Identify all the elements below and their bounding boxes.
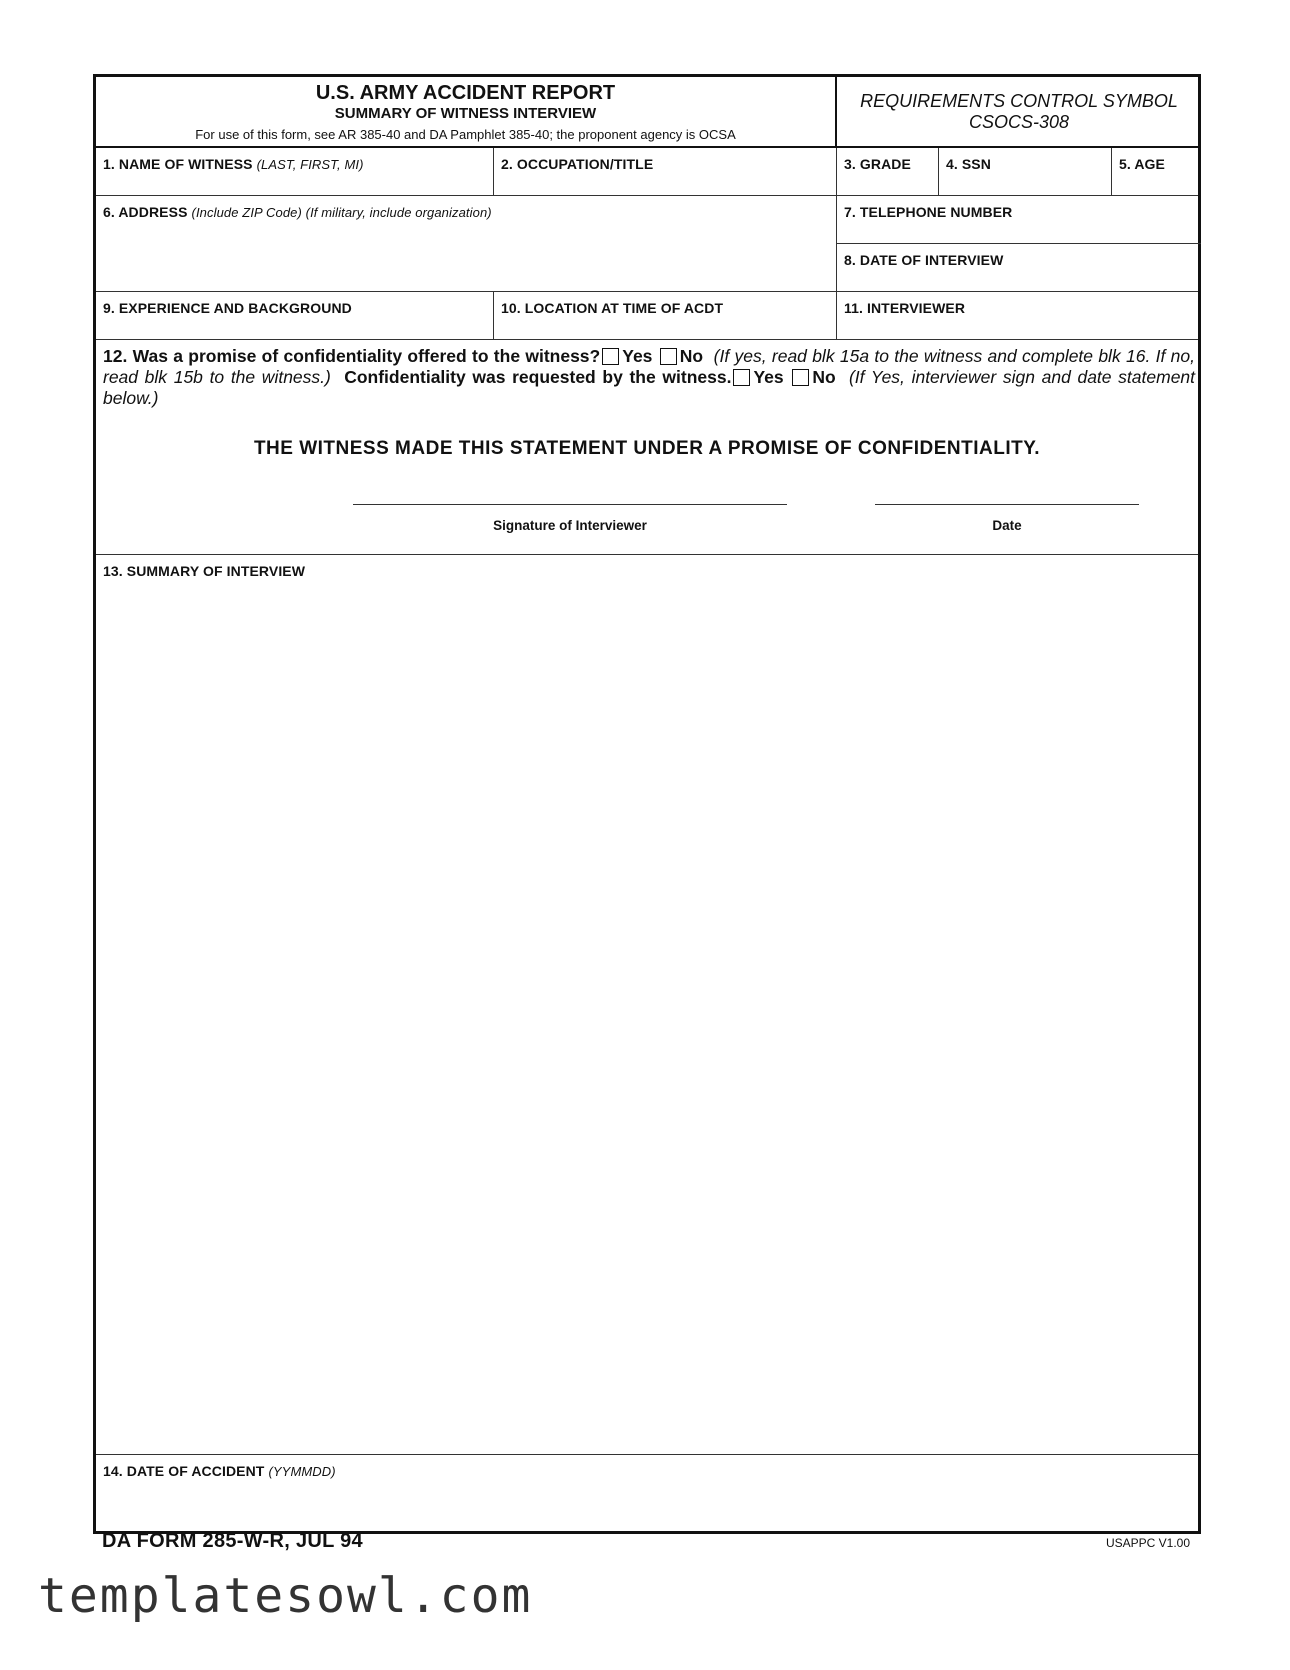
address-label: 6. ADDRESS <box>103 204 188 220</box>
signature-line[interactable] <box>353 504 787 505</box>
occupation-title-field[interactable] <box>494 148 837 195</box>
requested-yes-checkbox[interactable] <box>733 369 750 386</box>
confidentiality-question <box>103 346 1195 409</box>
requirements-control-symbol <box>837 77 1201 146</box>
confidentiality-block <box>96 340 1198 555</box>
confidentiality-statement: THE WITNESS MADE THIS STATEMENT UNDER A PROMISE OF CONFIDENTIALITY. <box>253 438 1041 459</box>
summary-of-interview-label: 13. SUMMARY OF INTERVIEW <box>103 563 306 579</box>
witness-identity-row <box>96 148 1198 196</box>
confidentiality-requested-question: Confidentiality was requested by the witness. <box>344 367 732 387</box>
rcs-code: CSOCS-308 <box>968 112 1070 132</box>
date-of-accident-label: 14. DATE OF ACCIDENT <box>103 1463 265 1479</box>
form-usage-note: For use of this form, see AR 385-40 and DA Pamphlet 385-40; the proponent agency is OCSA <box>195 127 736 142</box>
date-label: Date <box>992 518 1022 533</box>
name-of-witness-field[interactable] <box>96 148 494 195</box>
form-subtitle: SUMMARY OF WITNESS INTERVIEW <box>334 105 597 122</box>
occupation-title-label: 2. OCCUPATION/TITLE <box>501 156 654 172</box>
form-header <box>96 77 1198 148</box>
date-of-interview-label: 8. DATE OF INTERVIEW <box>844 252 1004 268</box>
requested-yes-label: Yes <box>753 367 784 387</box>
accident-report-form <box>93 74 1201 1534</box>
requested-instruction: (If Yes, interviewer sign and date statement below.) <box>103 367 1196 408</box>
address-field[interactable] <box>96 196 837 291</box>
date-of-interview-field[interactable] <box>837 244 1201 292</box>
grade-field[interactable] <box>837 148 939 195</box>
interviewer-field[interactable] <box>837 292 1201 339</box>
requested-no-label: No <box>812 367 836 387</box>
requested-no-checkbox[interactable] <box>792 369 809 386</box>
offered-no-checkbox[interactable] <box>660 348 677 365</box>
experience-background-field[interactable] <box>96 292 494 339</box>
interviewer-label: 11. INTERVIEWER <box>844 300 966 316</box>
ssn-label: 4. SSN <box>946 156 991 172</box>
offered-no-label: No <box>679 346 704 366</box>
ssn-field[interactable] <box>939 148 1112 195</box>
signature-of-interviewer-label: Signature of Interviewer <box>493 518 647 533</box>
name-of-witness-label: 1. NAME OF WITNESS <box>103 156 253 172</box>
offered-yes-checkbox[interactable] <box>602 348 619 365</box>
location-at-acdt-field[interactable] <box>494 292 837 339</box>
form-version: USAPPC V1.00 <box>1105 1536 1190 1550</box>
telephone-number-field[interactable] <box>837 196 1201 244</box>
confidentiality-offered-question: 12. Was a promise of confidentiality offered to the witness? <box>103 346 601 366</box>
address-hint: (Include ZIP Code) (If military, include organization) <box>191 205 492 220</box>
watermark: templatesowl.com <box>38 1568 533 1624</box>
background-row <box>96 292 1198 340</box>
grade-label: 3. GRADE <box>844 156 911 172</box>
offered-yes-label: Yes <box>622 346 653 366</box>
age-label: 5. AGE <box>1119 156 1165 172</box>
age-field[interactable] <box>1112 148 1201 195</box>
experience-background-label: 9. EXPERIENCE AND BACKGROUND <box>103 300 352 316</box>
summary-of-interview-field[interactable] <box>96 555 1198 1455</box>
form-identifier: DA FORM 285-W-R, JUL 94 <box>102 1530 363 1552</box>
name-of-witness-hint: (LAST, FIRST, MI) <box>256 157 364 172</box>
date-of-accident-hint: (YYMMDD) <box>268 1464 336 1479</box>
location-at-acdt-label: 10. LOCATION AT TIME OF ACDT <box>501 300 724 316</box>
offered-instruction: (If yes, read blk 15a to the witness and complete blk 16. If no, read blk 15b to the witness.) <box>103 346 1195 387</box>
rcs-label: REQUIREMENTS CONTROL SYMBOL <box>860 91 1178 111</box>
form-title-block <box>96 77 837 146</box>
telephone-number-label: 7. TELEPHONE NUMBER <box>844 204 1013 220</box>
form-title: U.S. ARMY ACCIDENT REPORT <box>315 82 616 104</box>
address-row <box>96 196 1198 292</box>
date-of-accident-field[interactable] <box>96 1455 1198 1531</box>
date-line[interactable] <box>875 504 1139 505</box>
